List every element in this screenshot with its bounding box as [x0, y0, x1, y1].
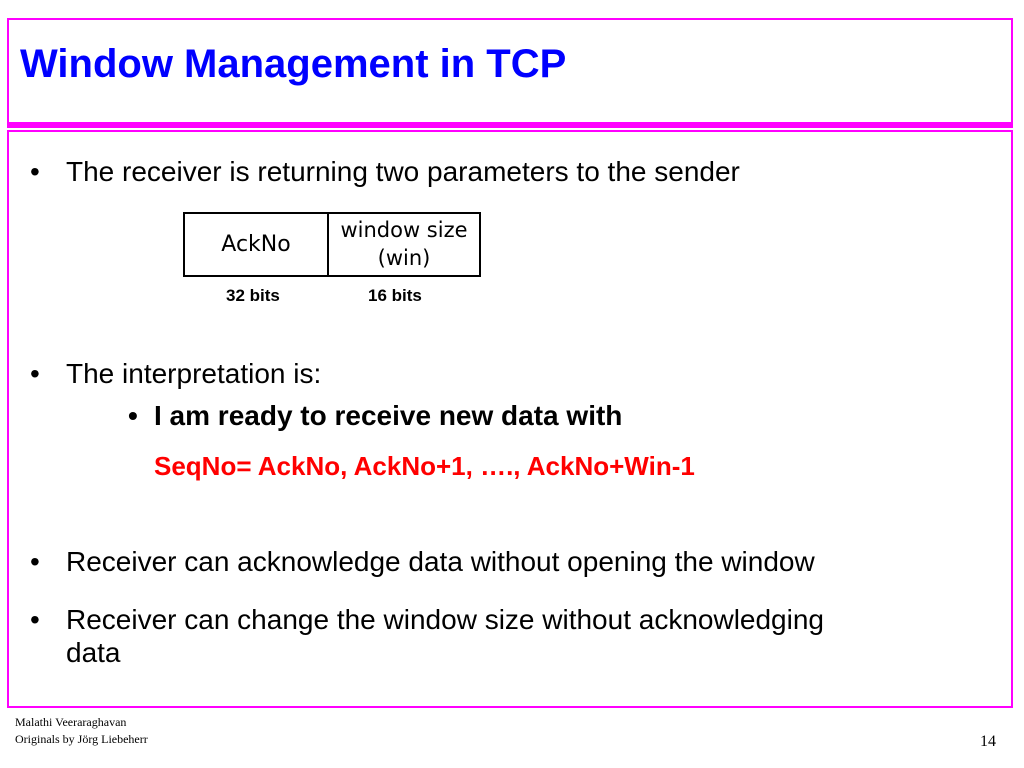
ackno-field: AckNo — [185, 214, 329, 275]
sub-bullet-item — [128, 400, 622, 432]
bullet-item — [30, 603, 1005, 669]
bullet-dot: • — [30, 546, 40, 577]
author-name: Malathi Veeraraghavan — [15, 715, 127, 729]
bullet-dot: • — [30, 156, 40, 187]
original-credit: Originals by Jörg Liebeherr — [15, 731, 148, 746]
bullet-dot: • — [128, 400, 138, 431]
window-size-label: window size — [340, 218, 468, 243]
bullet-item — [30, 545, 815, 578]
divider-line — [7, 122, 1013, 124]
divider-line — [7, 126, 1013, 128]
window-size-size-label: 16 bits — [368, 286, 422, 305]
slide-title: Window Management in TCP — [20, 42, 567, 86]
bullet-text: The interpretation is: — [66, 358, 322, 389]
bullet-text-continuation: data — [66, 637, 121, 669]
bullet-item — [30, 357, 321, 390]
bullet-item — [30, 155, 740, 188]
tcp-header-fields — [183, 212, 481, 277]
bullet-dot: • — [30, 358, 40, 389]
sub-bullet-text: I am ready to receive new data with — [154, 400, 623, 431]
ackno-size-label: 32 bits — [226, 286, 280, 305]
bullet-dot: • — [30, 604, 40, 635]
footer-credits — [15, 714, 148, 748]
bullet-text: Receiver can acknowledge data without opening the window — [66, 546, 815, 577]
window-size-field — [329, 214, 479, 275]
bullet-text: Receiver can change the window size without acknowledging — [66, 604, 824, 635]
seqno-formula: SeqNo= AckNo, AckNo+1, …., AckNo+Win-1 — [154, 451, 695, 481]
window-size-abbrev: (win) — [377, 245, 431, 270]
bullet-text: The receiver is returning two parameters to the sender — [66, 156, 740, 187]
page-number: 14 — [980, 733, 996, 750]
